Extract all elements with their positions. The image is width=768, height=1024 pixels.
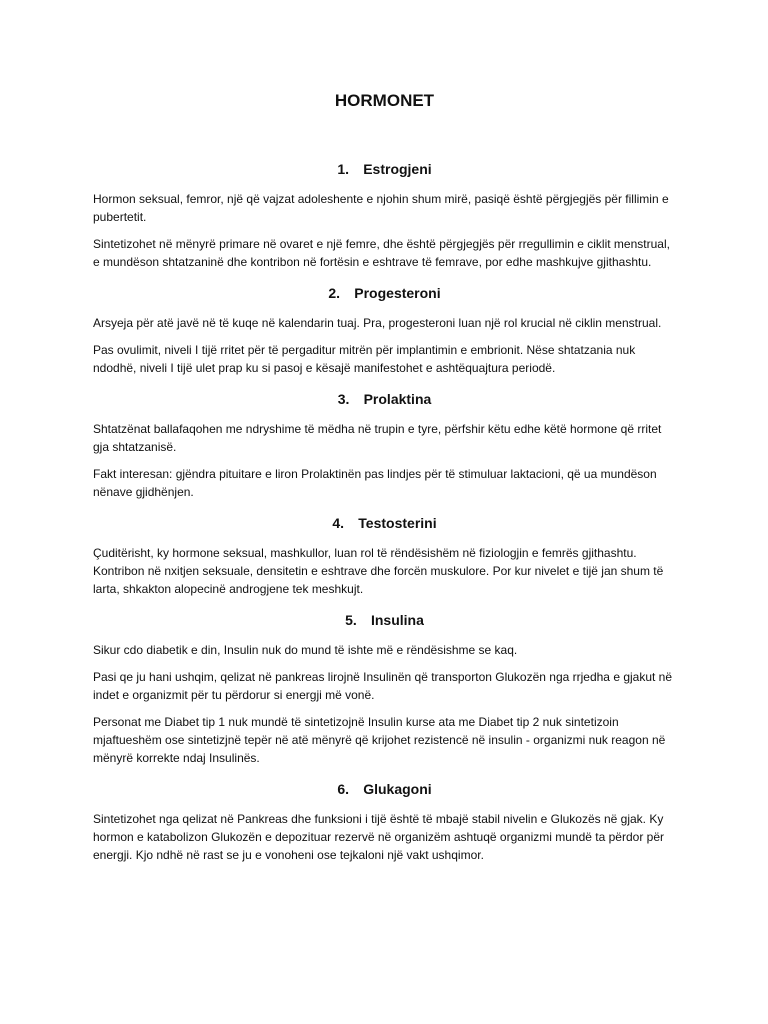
section-heading [93, 283, 676, 303]
section-heading [93, 159, 676, 179]
paragraph: Sintetizohet në mënyrë primare në ovaret e një femre, dhe është përgjegjës për rregullimin e ciklit menstrual, e mundëson shtatzaninë dhe kontribon në fortësin e eshtrave të femrave, por edhe mashkujve gjithashtu. [93, 237, 670, 269]
paragraph: Sikur cdo diabetik e din, Insulin nuk do mund të ishte më e rëndësishme se kaq. [93, 643, 518, 657]
section-heading [93, 610, 676, 630]
section-title: Estrogjeni [363, 161, 432, 177]
section-estrogjeni [93, 159, 676, 271]
paragraph: Hormon seksual, femror, një që vajzat adoleshente e njohin shum mirë, pasiqë është përgjegjës për fillimin e pubertetit. [93, 192, 669, 224]
section-number: 4. [332, 515, 345, 531]
document-title: HORMONET [334, 91, 435, 110]
section-number: 5. [345, 612, 357, 628]
paragraph: Sintetizohet nga qelizat në Pankreas dhe funksioni i tijë është të mbajë stabil nivelin e Glukozës në gjak. Ky hormon e katabolizon Glukozën e depozituar rezervë në organizëm ashtuqë organizmi mundë ta përdor për energji. Kjo ndhë në rast se ju e vonoheni ose tejkaloni një vakt ushqimor. [93, 812, 664, 862]
section-number: 6. [337, 781, 350, 797]
paragraph: Arsyeja për atë javë në të kuqe në kalendarin tuaj. Pra, progesteroni luan një rol krucial në ciklin menstrual. [93, 316, 662, 330]
section-number: 2. [328, 285, 341, 301]
paragraph: Personat me Diabet tip 1 nuk mundë të sintetizojnë Insulin kurse ata me Diabet tip 2 nuk sintetizoin mjaftueshëm ose sintetizjnë tepër në atë mënyrë që krijohet rezistencë në insulin - organizmi nuk reagon në mënyrë korrekte ndaj Insulinës. [93, 715, 666, 765]
section-progesteroni [93, 283, 676, 377]
section-title: Insulina [370, 612, 424, 628]
paragraph: Pas ovulimit, niveli I tijë rritet për të pergaditur mitrën për implantimin e embrionit. Nëse shtatzania nuk ndodhë, niveli I tijë ulet prap ku si pasoj e kësajë manifestohet e ashtëquajtura periodë. [93, 343, 636, 375]
section-number: 3. [337, 391, 350, 407]
paragraph: Fakt interesan: gjëndra pituitare e liron Prolaktinën pas lindjes për të stimuluar laktacioni, që ua mundëson nënave gjidhënjen. [93, 467, 657, 499]
paragraph: Shtatzënat ballafaqohen me ndryshime të mëdha në trupin e tyre, përfshir këtu edhe këtë hormone që rritet gja shtatzanisë. [93, 422, 662, 454]
section-heading [93, 513, 676, 533]
section-heading [93, 389, 676, 409]
section-title: Glukagoni [363, 781, 432, 797]
section-title: Prolaktina [363, 391, 432, 407]
section-heading [93, 779, 676, 799]
section-title: Progesteroni [354, 285, 441, 301]
section-glukagoni [93, 779, 676, 864]
section-title: Testosterini [358, 515, 437, 531]
paragraph: Çuditërisht, ky hormone seksual, mashkullor, luan rol të rëndësishëm në fiziologjin e femrës gjithashtu. Kontribon në nxitjen seksuale, densitetin e eshtrave dhe forcën muskulore. Por kur nivelet e tijë jan shum të larta, shkakton alopecinë androgjene tek meshkujt. [93, 546, 664, 596]
section-insulina [93, 610, 676, 767]
section-number: 1. [337, 161, 349, 177]
paragraph: Pasi qe ju hani ushqim, qelizat në pankreas lirojnë Insulinën që transporton Glukozën nga rrjedha e gjakut në indet e organizmit për tu përdorur si energji më vonë. [93, 670, 673, 702]
section-prolaktina [93, 389, 676, 501]
section-testosterini [93, 513, 676, 598]
